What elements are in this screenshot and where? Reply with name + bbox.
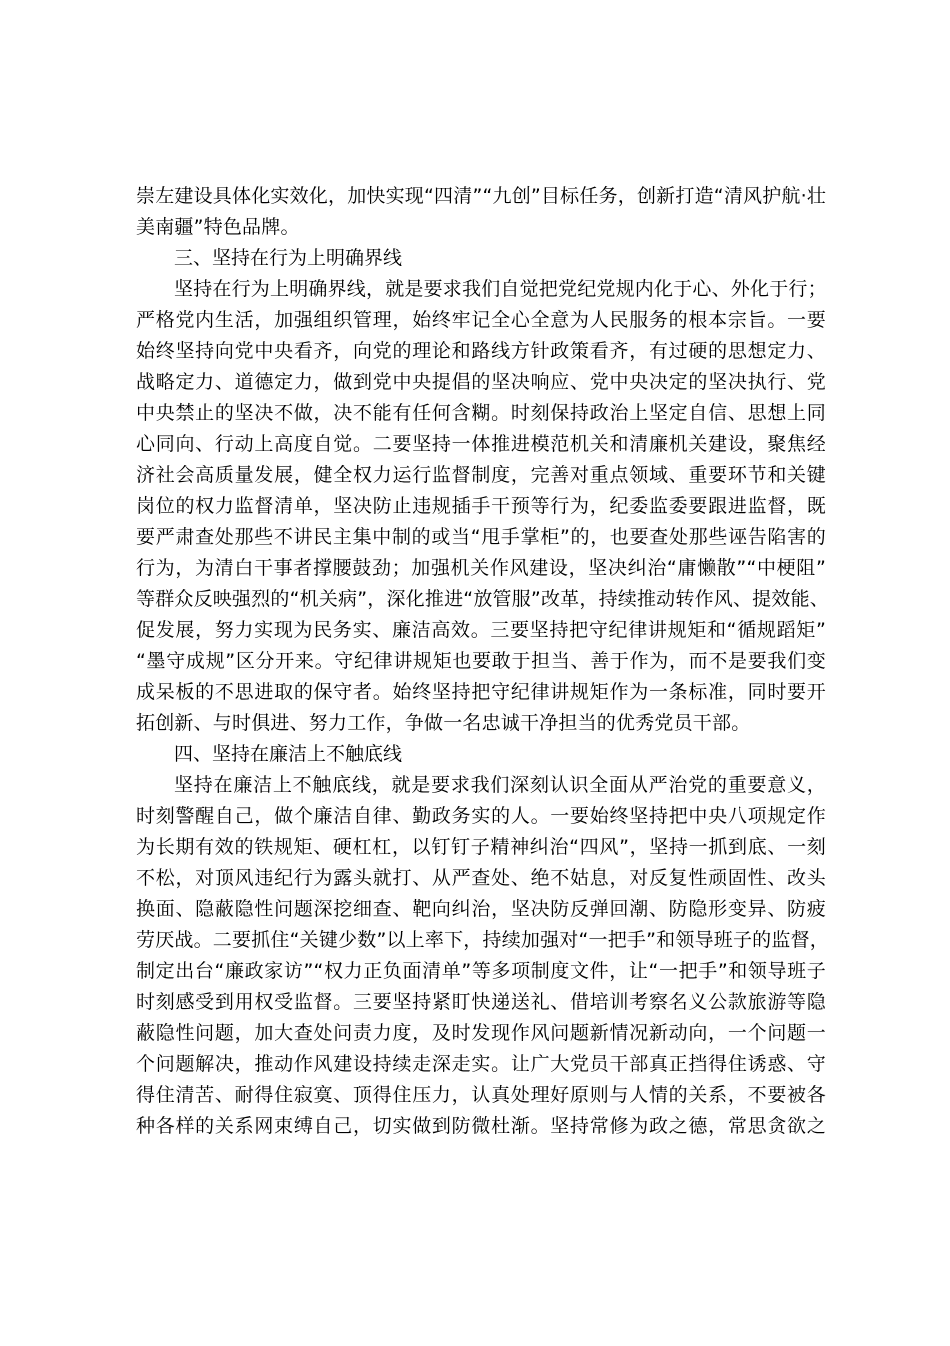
text-line: 美南疆”特色品牌。 (136, 216, 300, 238)
section-paragraph (136, 770, 829, 1142)
text-line: 得住清苦、耐得住寂寞、顶得住压力，认真处理好原则与人情的关系，不要被各 (136, 1084, 826, 1106)
text-line: 严格党内生活，加强组织管理，始终牢记全心全意为人民服务的根本宗旨。一要 (136, 309, 826, 331)
text-line: 坚持在廉洁上不触底线，就是要求我们深刻认识全面从严治党的重要意义， (174, 774, 826, 796)
text-line: 心同向、行动上高度自觉。二要坚持一体推进模范机关和清廉机关建设，聚焦经 (136, 433, 826, 455)
text-line: 种各样的关系网束缚自己，切实做到防微杜渐。坚持常修为政之德，常思贪欲之 (136, 1115, 826, 1137)
text-line: 坚持在行为上明确界线，就是要求我们自觉把党纪党规内化于心、外化于行； (174, 278, 827, 300)
section-heading: 三、坚持在行为上明确界线 (174, 247, 403, 269)
text-line: 时刻警醒自己，做个廉洁自律、勤政务实的人。一要始终坚持把中央八项规定作 (136, 805, 826, 827)
text-line: 制定出台“廉政家访”“权力正负面清单”等多项制度文件，让“一把手”和领导班子 (136, 960, 826, 982)
text-line: 成呆板的不思进取的保守者。始终坚持把守纪律讲规矩作为一条标准，同时要开 (136, 681, 826, 703)
section-paragraph (136, 274, 829, 739)
text-line: 蔽隐性问题，加大查处问责力度，及时发现作风问题新情况新动向，一个问题一 (136, 1022, 826, 1044)
text-line: 换面、隐蔽隐性问题深挖细查、靶向纠治，坚决防反弹回潮、防隐形变异、防疲 (136, 898, 826, 920)
text-line: 始终坚持向党中央看齐，向党的理论和路线方针政策看齐，有过硬的思想定力、 (136, 340, 826, 362)
text-line: 战略定力、道德定力，做到党中央提倡的坚决响应、党中央决定的坚决执行、党 (136, 371, 826, 393)
text-line: 行为，为清白干事者撑腰鼓劲；加强机关作风建设，坚决纠治“庸懒散”“中梗阻” (136, 557, 826, 579)
document-body (136, 181, 829, 1142)
text-line: 要严肃查处那些不讲民主集中制的或当“甩手掌柜”的，也要查处那些诬告陷害的 (136, 526, 826, 548)
text-line: “墨守成规”区分开来。守纪律讲规矩也要敢于担当、善于作为，而不是要我们变 (136, 650, 826, 672)
text-line: 为长期有效的铁规矩、硬杠杠，以钉钉子精神纠治“四风”，坚持一抓到底、一刻 (136, 836, 826, 858)
text-line: 等群众反映强烈的“机关病”，深化推进“放管服”改革，持续推动转作风、提效能、 (136, 588, 829, 610)
text-line: 促发展，努力实现为民务实、廉洁高效。三要坚持把守纪律讲规矩和“循规蹈矩” (136, 619, 826, 641)
section-heading: 四、坚持在廉洁上不触底线 (174, 743, 403, 765)
text-line: 劳厌战。二要抓住“关键少数”以上率下，持续加强对“一把手”和领导班子的监督， (136, 929, 829, 951)
intro-paragraph (136, 181, 826, 243)
text-line: 崇左建设具体化实效化，加快实现“四清”“九创”目标任务，创新打造“清风护航·壮 (136, 185, 827, 207)
text-line: 时刻感受到用权受监督。三要坚持紧盯快递送礼、借培训考察名义公款旅游等隐 (136, 991, 826, 1013)
text-line: 中央禁止的坚决不做，决不能有任何含糊。时刻保持政治上坚定自信、思想上同 (136, 402, 826, 424)
text-line: 拓创新、与时俱进、努力工作，争做一名忠诚干净担当的优秀党员干部。 (136, 712, 751, 734)
text-line: 不松，对顶风违纪行为露头就打、从严查处、绝不姑息，对反复性顽固性、改头 (136, 867, 826, 889)
text-line: 岗位的权力监督清单，坚决防止违规插手干预等行为，纪委监委要跟进监督，既 (136, 495, 826, 517)
text-line: 个问题解决，推动作风建设持续走深走实。让广大党员干部真正挡得住诱惑、守 (136, 1053, 826, 1075)
text-line: 济社会高质量发展，健全权力运行监督制度，完善对重点领域、重要环节和关键 (136, 464, 826, 486)
